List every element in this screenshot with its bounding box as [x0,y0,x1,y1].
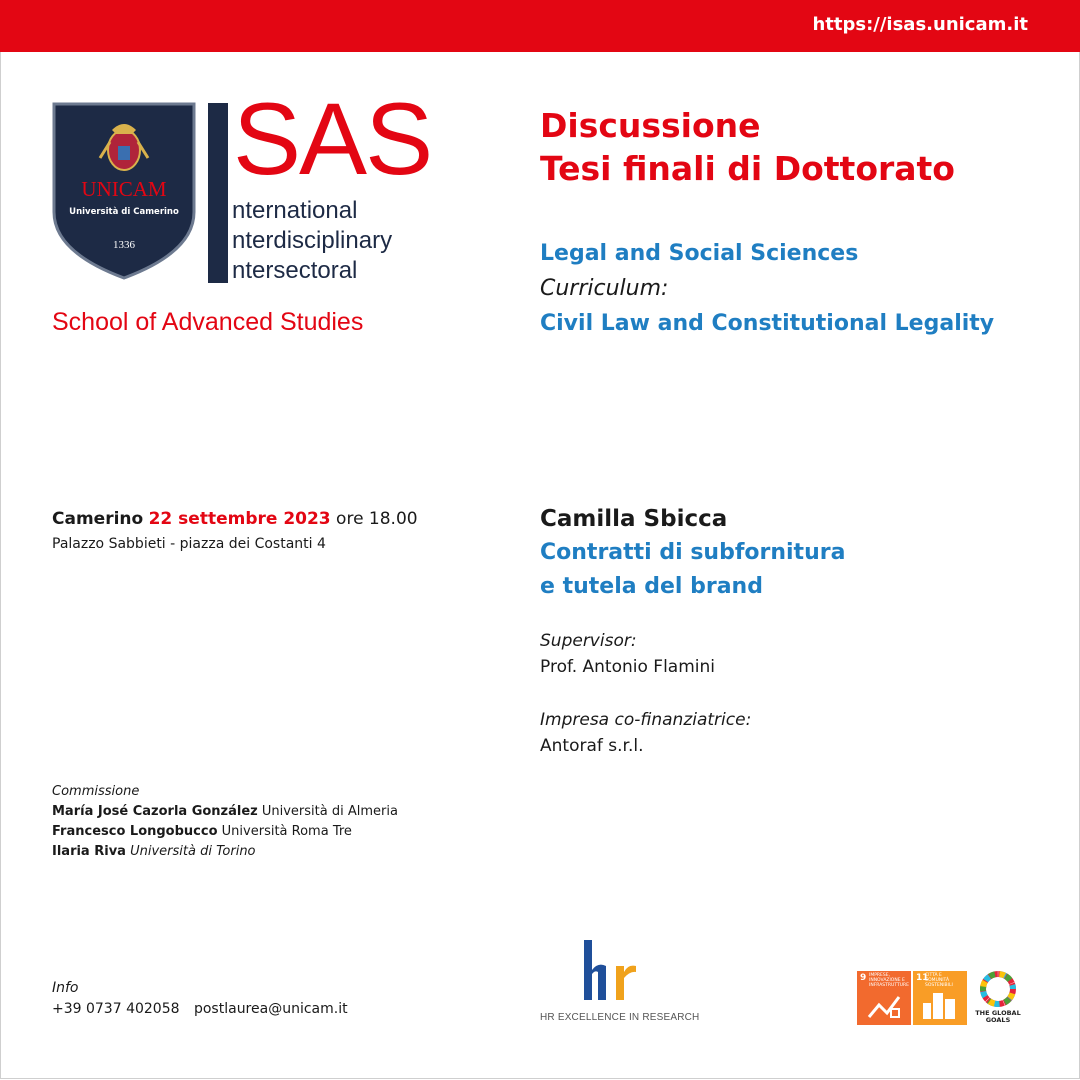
member-affiliation: Università di Almeria [261,804,398,819]
commission-label: Commissione [52,784,140,799]
event-time: ore 18.00 [336,509,418,529]
supervisor-block [540,628,715,680]
member-name: Ilaria Riva [52,844,126,859]
sdg-11-text: CITTÀ E COMUNITÀ SOSTENIBILI [925,973,953,988]
commission-member [52,802,398,822]
event-when [52,506,418,532]
info-label: Info [52,980,79,996]
member-affiliation: Università Roma Tre [221,824,352,839]
sdg-9-text: IMPRESE, INNOVAZIONE E INFRASTRUTTURE [869,973,910,988]
commission-block [52,782,398,862]
supervisor-label: Supervisor: [540,631,637,651]
company-label: Impresa co-finanziatrice: [540,710,752,730]
global-goals-text: THE GLOBAL GOALS [975,1009,1021,1024]
sdg-11-number: 11 [916,973,929,983]
program-info [540,236,994,341]
sdg-9-number: 9 [860,973,867,983]
contact-phone[interactable]: +39 0737 402058 [52,1001,180,1017]
curriculum-name: Civil Law and Constitutional Legality [540,311,995,336]
thesis-title-line-2: e tutela del brand [540,574,763,599]
unicam-shield-logo [52,102,196,280]
event-date: 22 settembre 2023 [148,509,331,529]
sdg-11-tile [913,971,967,1025]
shield-subtitle: Università di Camerino [69,207,179,217]
shield-year: 1336 [113,239,135,251]
isas-line-intersectoral: ntersectoral [232,257,358,284]
title-line-1: Discussione [540,106,761,145]
supervisor-name: Prof. Antonio Flamini [540,657,715,677]
contact-email[interactable]: postlaurea@unicam.it [193,1001,348,1017]
website-link[interactable]: https://isas.unicam.it [812,14,1028,35]
event-city: Camerino [52,509,144,529]
shield-name: UNICAM [81,177,167,201]
top-banner [0,0,1080,52]
event-info [52,506,418,556]
contact-info [52,978,348,1020]
isas-line-interdisciplinary: nterdisciplinary [232,227,393,254]
thesis-title-line-1: Contratti di subfornitura [540,540,846,565]
event-address: Palazzo Sabbieti - piazza dei Costanti 4 [52,536,326,552]
hr-excellence-text: HR EXCELLENCE IN RESEARCH [540,1012,700,1023]
curriculum-label: Curriculum: [540,276,669,301]
city-icon [921,987,959,1021]
sdg-9-tile [857,971,911,1025]
isas-wordmark: SAS [233,82,432,196]
commission-member [52,822,398,842]
candidate-name: Camilla Sbicca [540,506,728,532]
poster-title [540,104,955,190]
company-block [540,707,751,759]
commission-member [52,842,398,862]
isas-i-bar [208,103,228,283]
program-area: Legal and Social Sciences [540,241,859,266]
school-name: School of Advanced Studies [52,308,364,336]
industry-icon [865,987,903,1021]
title-line-2: Tesi finali di Dottorato [540,149,955,188]
candidate-block [540,502,845,604]
member-name: Francesco Longobucco [52,824,218,839]
company-name: Antoraf s.r.l. [540,736,644,756]
member-affiliation: Università di Torino [130,844,256,859]
member-name: María José Cazorla González [52,804,258,819]
isas-line-international: nternational [232,197,358,224]
